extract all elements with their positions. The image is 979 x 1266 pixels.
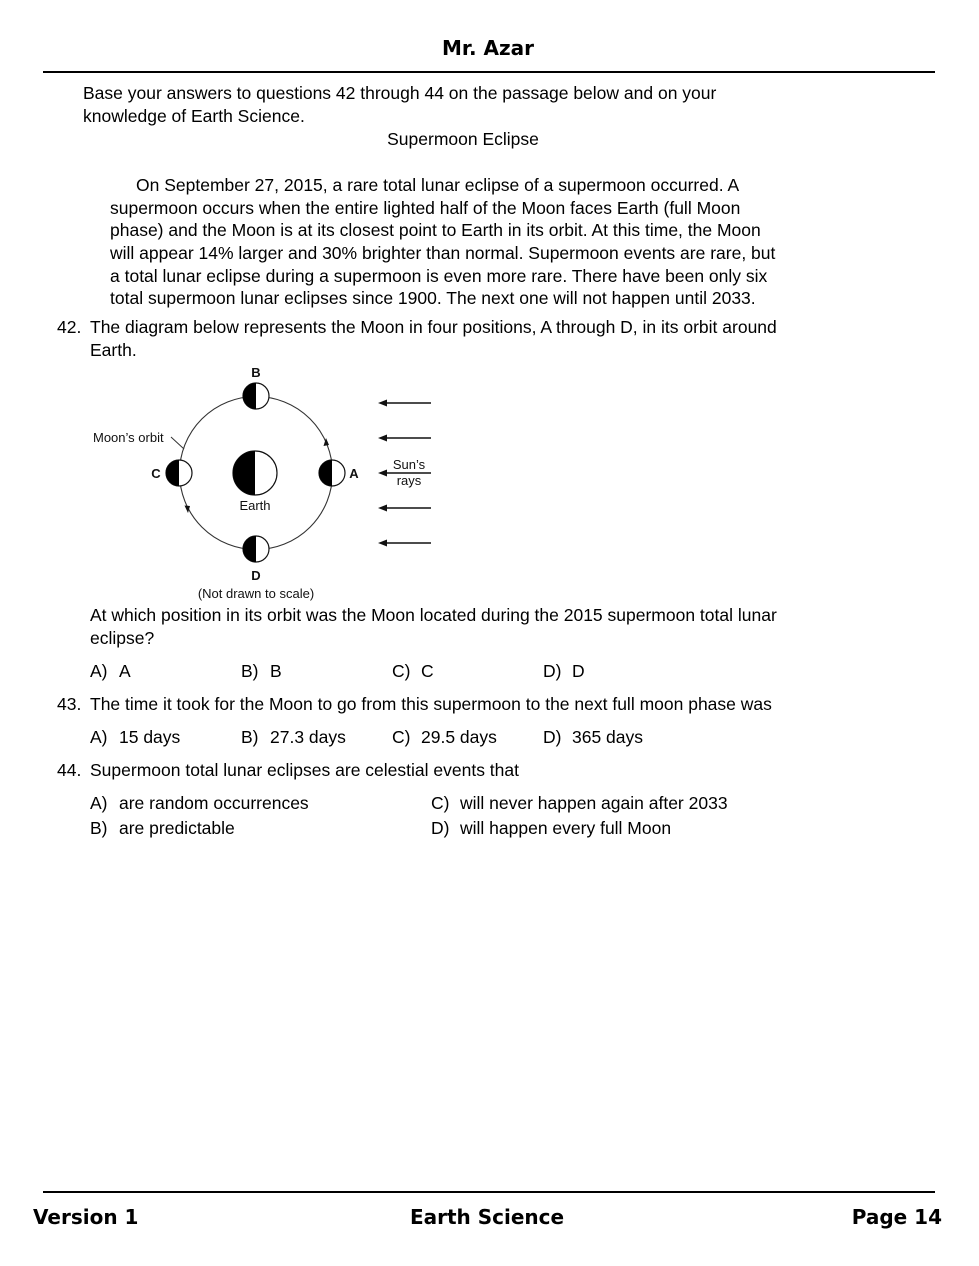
option-text: C <box>421 661 434 681</box>
footer-page-number: Page 14 <box>851 1205 942 1229</box>
option-letter: D) <box>543 727 562 747</box>
orbit-label: Moon’s orbit <box>93 430 164 445</box>
arrow-left-icon <box>378 400 387 407</box>
answer-option-a[interactable] <box>90 726 180 748</box>
option-text: are predictable <box>119 818 235 838</box>
question-stem: Supermoon total lunar eclipses are celestial events that <box>90 760 519 780</box>
option-text: are random occurrences <box>119 793 309 813</box>
sun-rays-label: rays <box>396 473 422 488</box>
label-a: A <box>349 466 359 481</box>
question-number: 42. <box>57 317 82 337</box>
option-letter: A) <box>90 793 108 813</box>
arrow-left-icon <box>378 540 387 547</box>
arrow-left-icon <box>378 470 387 477</box>
moon-position-a-icon <box>319 460 345 486</box>
option-text: A <box>119 661 131 681</box>
question-prompt: eclipse? <box>90 628 155 648</box>
option-text: 27.3 days <box>270 727 346 747</box>
question-number: 43. <box>57 694 82 714</box>
passage-line: total supermoon lunar eclipses since 1900. The next one will not happen until 2033. <box>110 288 756 308</box>
passage-line: a total lunar eclipse during a supermoon is even more rare. There have been only six <box>110 266 768 286</box>
option-letter: B) <box>241 727 259 747</box>
page-header-title: Mr. Azar <box>442 36 534 60</box>
option-letter: C) <box>392 727 411 747</box>
label-c: C <box>151 466 161 481</box>
earth-icon <box>233 451 277 495</box>
option-letter: C) <box>431 793 450 813</box>
answer-option-c[interactable] <box>431 792 728 814</box>
answer-option-b[interactable] <box>90 817 235 839</box>
option-text: 15 days <box>119 727 181 747</box>
footer-version: Version 1 <box>33 1205 139 1229</box>
passage-line: supermoon occurs when the entire lighted half of the Moon faces Earth (full Moon <box>110 198 741 218</box>
question-prompt: At which position in its orbit was the Moon located during the 2015 supermoon total lunar <box>90 605 777 625</box>
passage-title: Supermoon Eclipse <box>387 129 539 149</box>
label-b: B <box>251 365 261 380</box>
option-letter: A) <box>90 661 108 681</box>
answer-option-d[interactable] <box>431 817 671 839</box>
passage-line: will appear 14% larger and 30% brighter than normal. Supermoon events are rare, but <box>110 243 776 263</box>
arrow-left-icon <box>378 505 387 512</box>
question-stem: The time it took for the Moon to go from this supermoon to the next full moon phase was <box>90 694 772 714</box>
passage-line: On September 27, 2015, a rare total lunar eclipse of a supermoon occurred. A <box>136 175 740 195</box>
earth-label: Earth <box>239 498 271 513</box>
sun-rays-label: Sun’s <box>392 457 426 472</box>
footer-subject: Earth Science <box>409 1205 565 1229</box>
question-stem: The diagram below represents the Moon in four positions, A through D, in its orbit around <box>90 317 777 337</box>
answer-option-b[interactable] <box>241 660 282 682</box>
passage-line: phase) and the Moon is at its closest point to Earth in its orbit. At this time, the Moon <box>110 220 761 240</box>
question-stem: Earth. <box>90 340 137 360</box>
option-text: will never happen again after 2033 <box>460 793 728 813</box>
option-text: D <box>572 661 585 681</box>
moon-position-c-icon <box>166 460 192 486</box>
option-text: B <box>270 661 282 681</box>
orbit-leader-line <box>171 437 184 449</box>
option-letter: D) <box>431 818 450 838</box>
answer-option-d[interactable] <box>543 726 643 748</box>
question-number: 44. <box>57 760 82 780</box>
option-letter: D) <box>543 661 562 681</box>
intro-line: Base your answers to questions 42 through 44 on the passage below and on your <box>83 83 717 103</box>
answer-option-c[interactable] <box>392 660 434 682</box>
header-divider <box>43 71 935 73</box>
answer-option-d[interactable] <box>543 660 585 682</box>
option-text: 29.5 days <box>421 727 497 747</box>
answer-option-c[interactable] <box>392 726 497 748</box>
option-letter: B) <box>241 661 259 681</box>
scale-note: (Not drawn to scale) <box>197 586 315 601</box>
arrow-left-icon <box>378 435 387 442</box>
option-text: 365 days <box>572 727 644 747</box>
moon-position-d-icon <box>243 536 269 562</box>
option-letter: B) <box>90 818 108 838</box>
option-text: will happen every full Moon <box>460 818 672 838</box>
answer-option-a[interactable] <box>90 792 309 814</box>
intro-line: knowledge of Earth Science. <box>83 106 305 126</box>
option-letter: A) <box>90 727 108 747</box>
answer-option-a[interactable] <box>90 660 131 682</box>
option-letter: C) <box>392 661 411 681</box>
label-d: D <box>251 568 261 583</box>
moon-orbit-diagram <box>85 360 445 605</box>
moon-position-b-icon <box>243 383 269 409</box>
footer-divider <box>43 1191 935 1193</box>
answer-option-b[interactable] <box>241 726 346 748</box>
